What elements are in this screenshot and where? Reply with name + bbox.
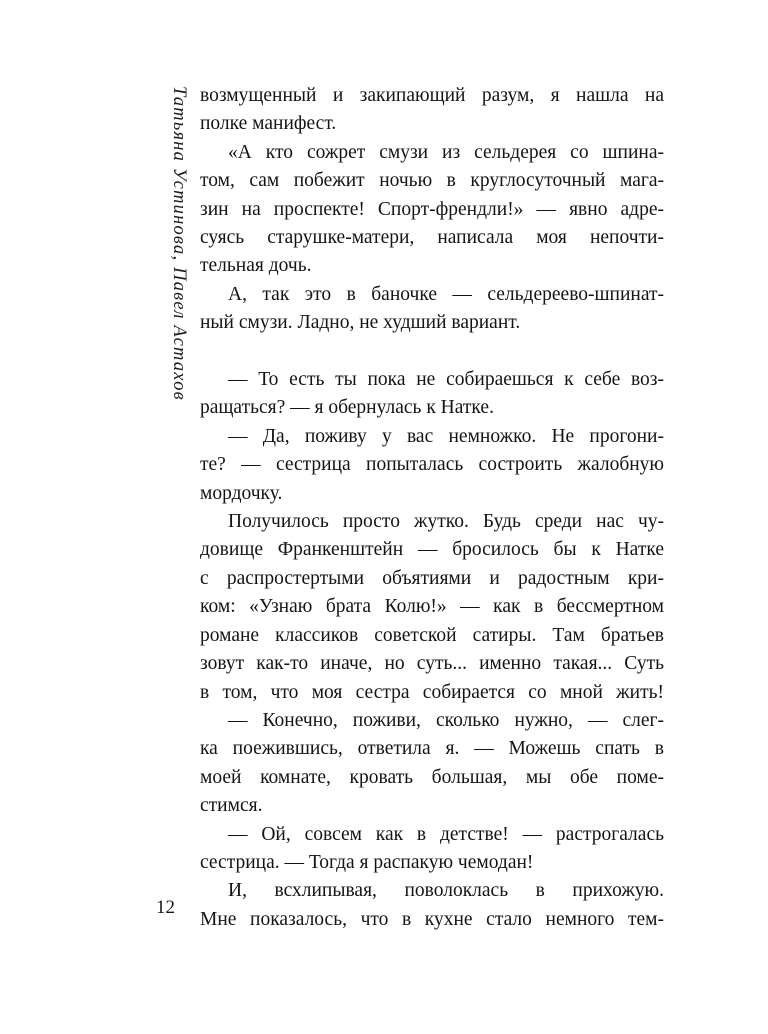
text-line: суясь старушке-матери, написала моя непочти- (200, 227, 664, 249)
text-line: мордочку. (200, 482, 283, 504)
paragraph (200, 423, 664, 508)
paragraph (200, 139, 664, 281)
paragraph (200, 707, 664, 821)
text-line: А, так это в баночке — сельдереево-шпинат- (228, 283, 664, 305)
text-line: полке манифест. (200, 113, 337, 135)
text-line: — Ой, совсем как в детстве! — растрогалась (228, 823, 664, 845)
paragraph (200, 82, 664, 139)
text-line: «А кто сожрет смузи из сельдерея со шпина- (228, 141, 664, 163)
text-line: в том, что моя сестра собирается со мной жить! (200, 681, 664, 703)
text-line: ный смузи. Ладно, не худший вариант. (200, 312, 521, 334)
text-line: возмущенный и закипающий разум, я нашла на (200, 85, 664, 106)
paragraph (200, 366, 664, 423)
text-line: с распростертыми объятиями и радостным кри- (200, 567, 664, 589)
text-line: ращаться? — я обернулась к Натке. (200, 397, 494, 419)
text-line: те? — сестрица попыталась состроить жалобную (200, 454, 664, 476)
text-line: ком: «Узнаю брата Колю!» — как в бессмертном (200, 596, 664, 618)
text-line: стимся. (200, 795, 263, 817)
text-line: сестрица. — Тогда я распакую чемодан! (200, 851, 534, 873)
body-text (200, 82, 664, 934)
text-line: моей комнате, кровать большая, мы обе поме- (200, 766, 664, 788)
text-line: тельная дочь. (200, 255, 312, 277)
text-line: — Конечно, поживи, сколько нужно, — слег- (228, 709, 664, 731)
text-line: И, всхлипывая, поволоклась в прихожую. (228, 880, 664, 902)
text-line: зин на проспекте! Спорт-френдли!» — явно адре- (200, 198, 664, 220)
paragraph (200, 508, 664, 707)
text-line: том, сам побежит ночью в круглосуточный мага- (200, 170, 664, 192)
paragraph (200, 877, 664, 934)
paragraph (200, 821, 664, 878)
margin-author-names: Татьяна Устинова, Павел Астахов (169, 86, 189, 401)
text-line: зовут как-то иначе, но суть... именно такая... Суть (200, 653, 664, 675)
text-line: ка поежившись, ответила я. — Можешь спать в (200, 738, 664, 760)
text-line: — То есть ты пока не собираешься к себе воз- (228, 369, 664, 391)
text-line: романе классиков советской сатиры. Там братьев (200, 624, 664, 646)
page-number: 12 (156, 897, 175, 918)
text-line: Мне показалось, что в кухне стало немного тем- (200, 908, 664, 930)
text-line: Получилось просто жутко. Будь среди нас чу- (228, 511, 664, 533)
text-line: довище Франкенштейн — бросилось бы к Натке (200, 539, 664, 561)
paragraph (200, 281, 664, 338)
text-line: — Да, поживу у вас немножко. Не прогони- (228, 425, 664, 447)
